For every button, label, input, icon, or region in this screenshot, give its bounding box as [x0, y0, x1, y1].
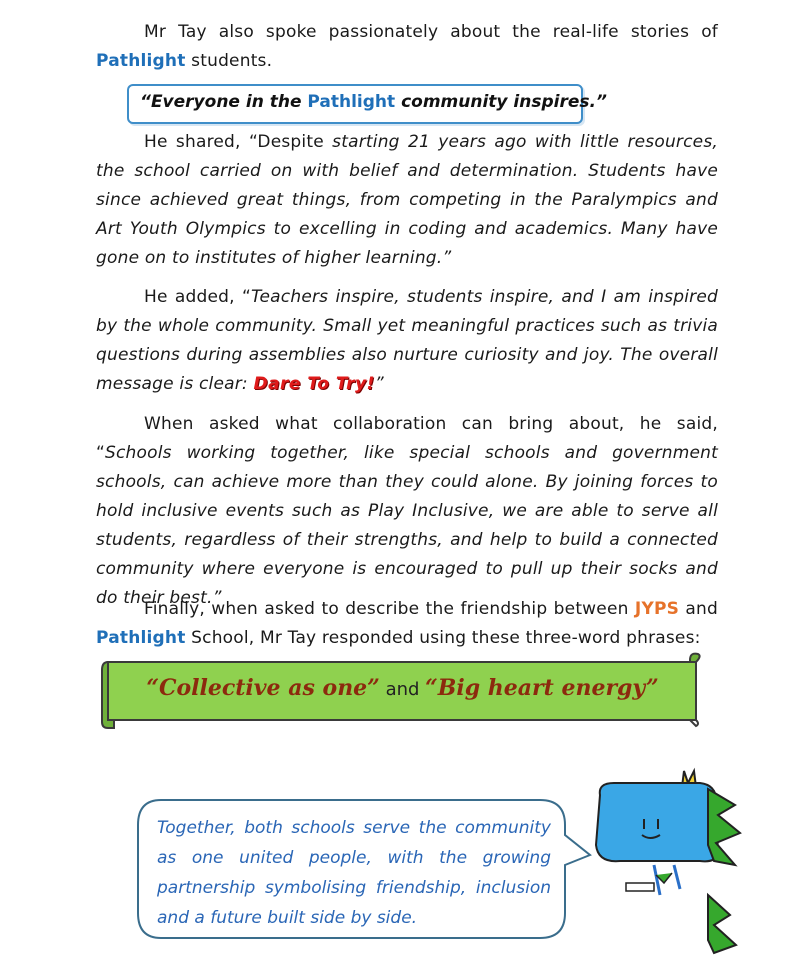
pathlight-name: Pathlight	[96, 51, 186, 71]
mascot-green-tail	[708, 895, 736, 953]
mascot-illustration	[590, 765, 750, 965]
dare-to-try-slogan: Dare To Try!	[253, 374, 375, 394]
paragraph-intro: Mr Tay also spoke passionately about the real-life stories of Pathlight students.	[96, 22, 718, 71]
phrase-big-heart: “Big heart energy”	[425, 675, 659, 701]
bubble-text: Together, both schools serve the community as one united people, with the growing partnership symbolising friendship, inclusion and a future built side by side.	[157, 818, 551, 928]
paragraph-collaboration: When asked what collaboration can bring about, he said, “Schools working together, like special schools and government schools, can achieve more than they could alone. By joining forces to hold inclusive events such as Play Inclusive, we are able to serve all students, regardless of their strengths, and help to build a connected community where everyone is encouraged to pull up their socks and do their best.”	[96, 414, 718, 608]
paragraph-shared: He shared, “Despite starting 21 years ago with little resources, the school carried on with belief and determination. Students have since achieved great things, from competing in the Paralympics and Art Youth Olympics to excelling in coding and academics. Many have gone on to institutes of higher learning.”	[96, 132, 718, 268]
pathlight-name: Pathlight	[307, 92, 396, 112]
mascot-name-tag	[626, 883, 654, 891]
paragraph-friendship: Finally, when asked to describe the friendship between JYPS and Pathlight School, Mr Tay responded using these three-word phrases:	[96, 599, 718, 648]
paragraph-added: He added, “Teachers inspire, students inspire, and I am inspired by the whole community. Small yet meaningful practices such as trivia questions during assemblies also nurture curiosity and joy. The overall message is clear: Dare To Try!”	[96, 287, 718, 394]
phrase-collective: “Collective as one”	[146, 675, 380, 701]
jyps-name: JYPS	[634, 599, 680, 619]
pathlight-name: Pathlight	[96, 628, 186, 648]
mascot-green-spike	[708, 789, 740, 865]
quote-text: “Everyone in the Pathlight community inspires.”	[140, 92, 607, 112]
banner-phrases: “Collective as one” and “Big heart energy”	[146, 675, 659, 701]
banner-right-curl	[690, 654, 700, 662]
